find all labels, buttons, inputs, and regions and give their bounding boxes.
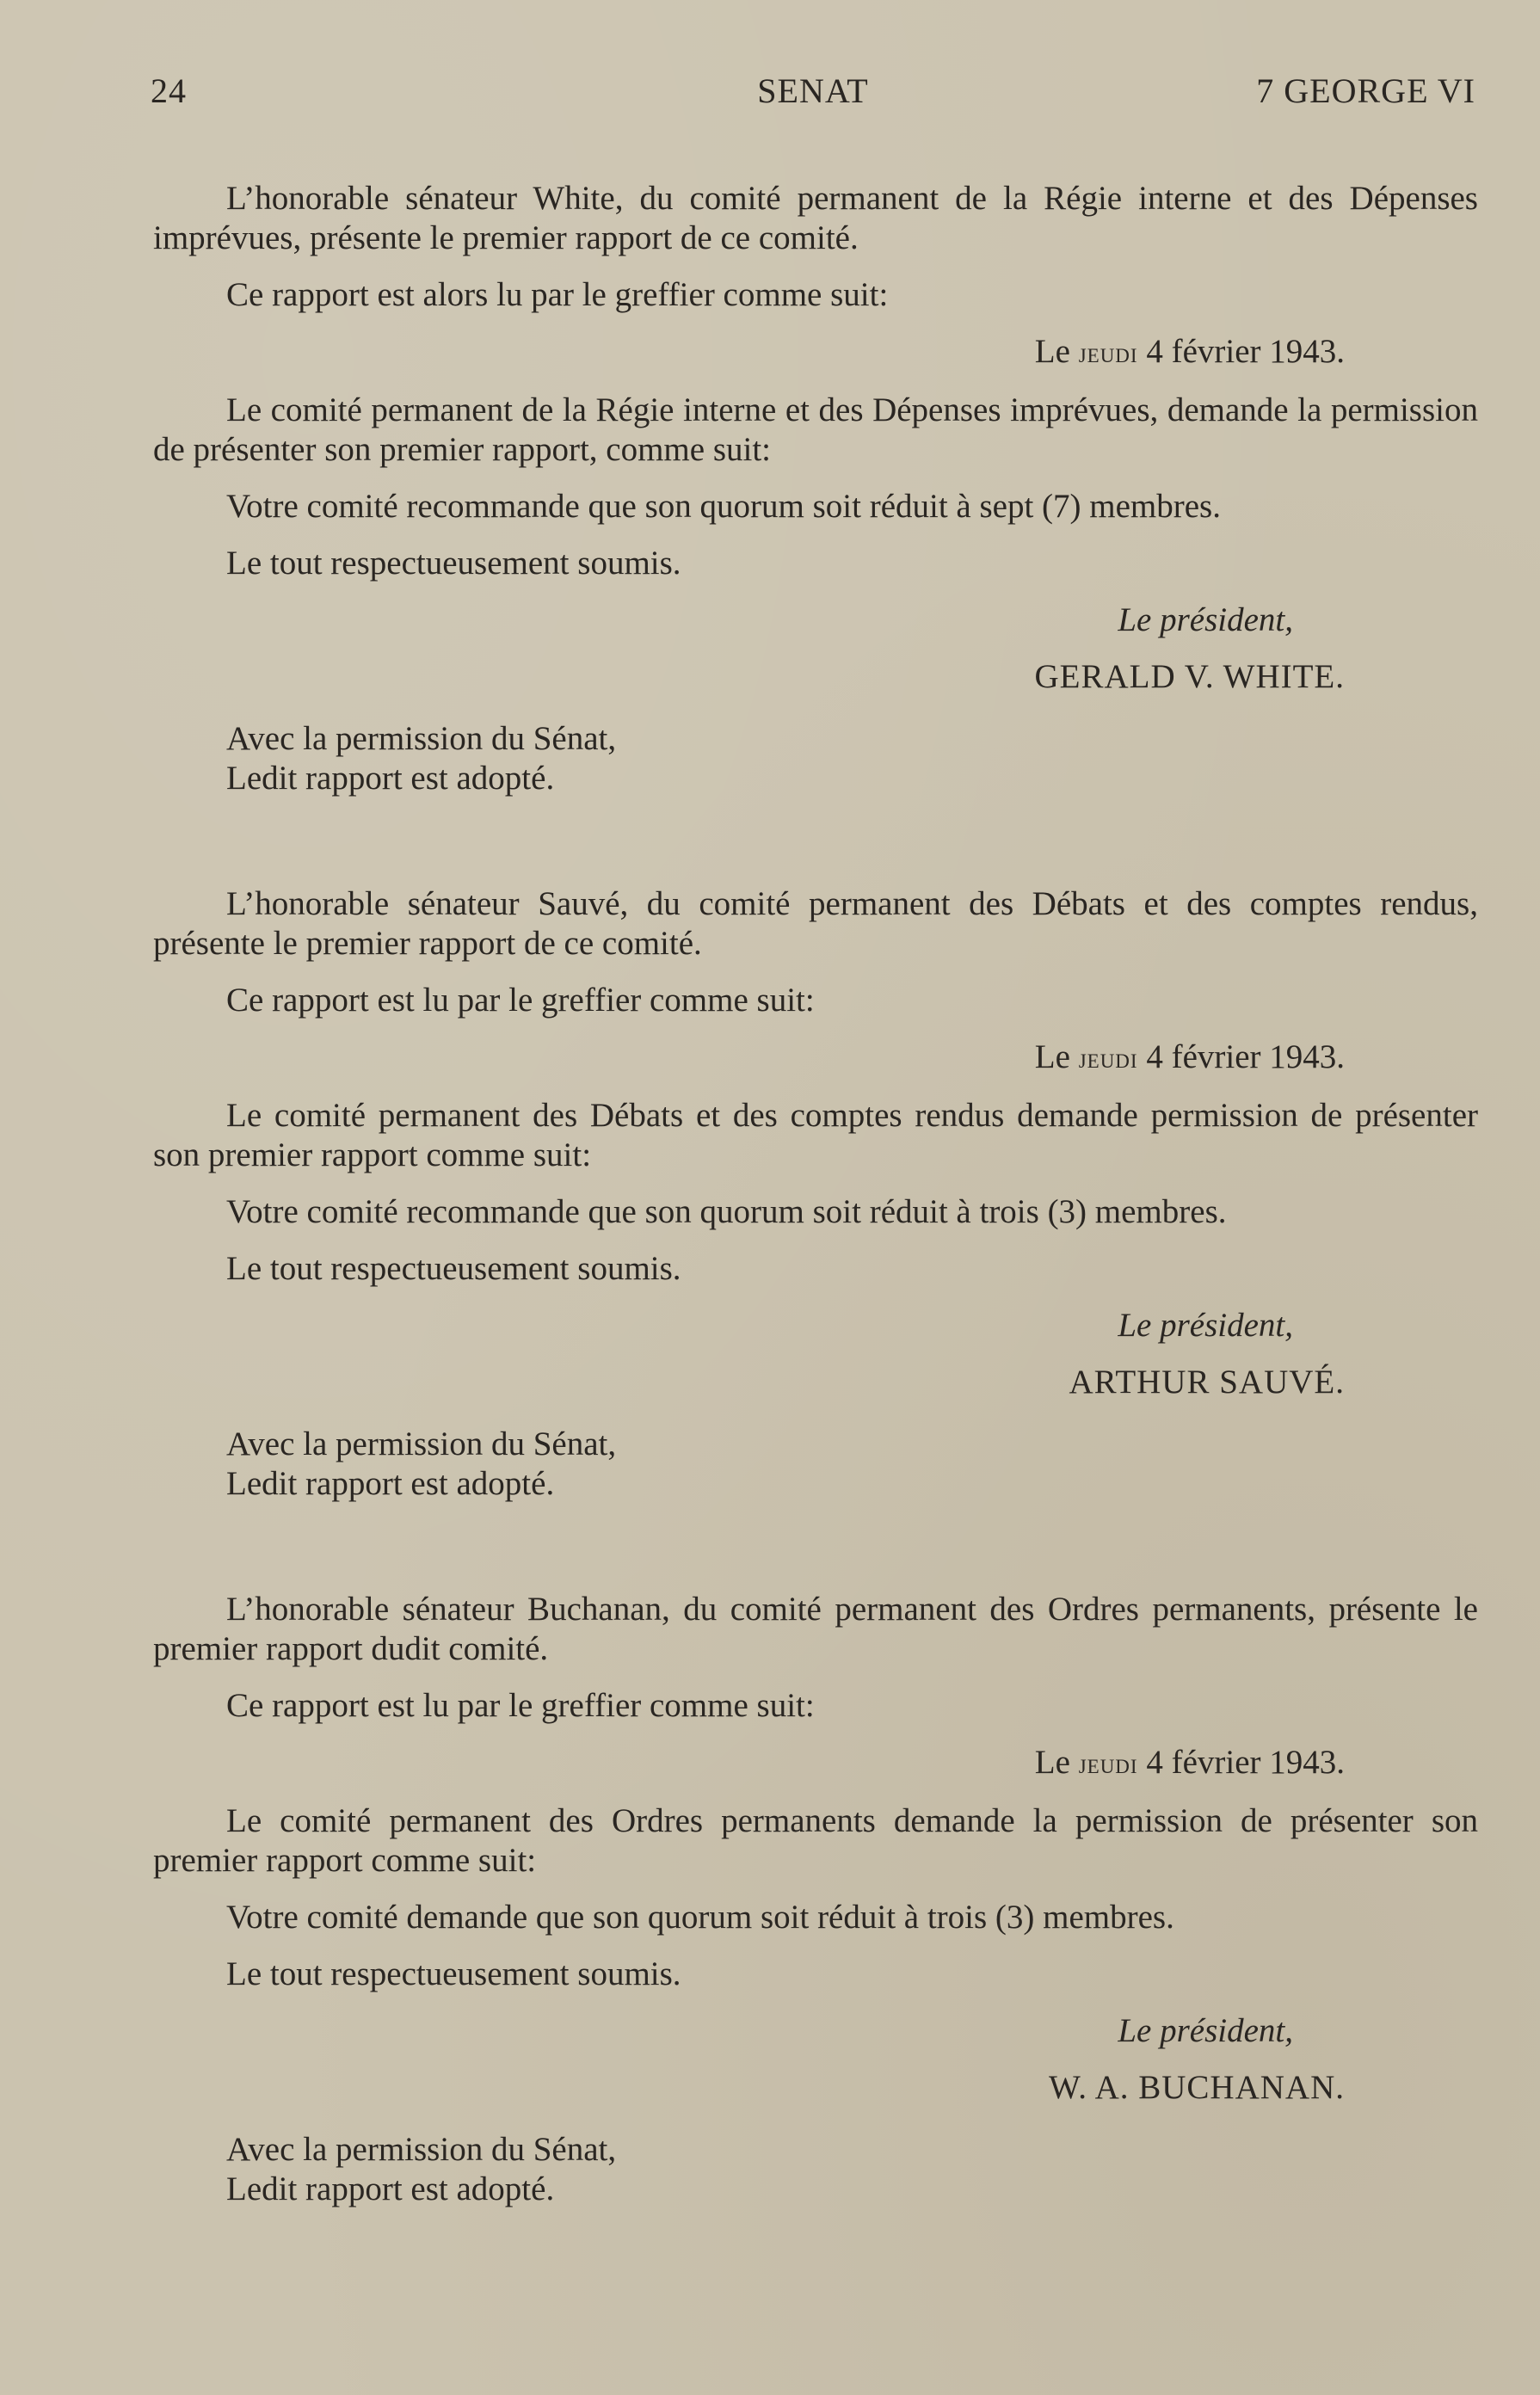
adopted-line: Ledit rapport est adopté. <box>226 760 555 797</box>
adopted-line: Ledit rapport est adopté. <box>226 2170 555 2207</box>
report-section-white <box>153 179 1478 798</box>
adopted-line: Ledit rapport est adopté. <box>226 1465 555 1502</box>
date-rest: 4 février 1943. <box>1146 1038 1345 1075</box>
permission-line: Avec la permission du Sénat, <box>226 1425 617 1462</box>
report-date <box>153 1743 1478 1784</box>
request-paragraph: Le comité permanent des Ordres permanents demande la permission de présenter son premier rapport comme suit: <box>153 1802 1478 1879</box>
date-prefix: Le <box>1034 333 1070 370</box>
date-prefix: Le <box>1034 1744 1070 1781</box>
date-rest: 4 février 1943. <box>1146 333 1345 370</box>
intro-paragraph: L’honorable sénateur White, du comité permanent de la Régie interne et des Dépenses imprévues, présente le premier rapport de ce comité. <box>153 180 1478 256</box>
request-paragraph: Le comité permanent de la Régie interne et des Dépenses imprévues, demande la permission de présenter son premier rapport, comme suit: <box>153 391 1478 468</box>
date-day: jeudi <box>1078 1044 1138 1074</box>
permission-line: Avec la permission du Sénat, <box>226 720 617 757</box>
president-role: Le président, <box>1118 2012 1293 2049</box>
recommendation-line: Votre comité recommande que son quorum soit réduit à sept (7) membres. <box>226 488 1221 525</box>
report-section-sauve <box>153 884 1478 1504</box>
signer-name: ARTHUR SAUVÉ. <box>1069 1364 1345 1401</box>
signer-name: W. A. BUCHANAN. <box>1048 2069 1345 2106</box>
date-day: jeudi <box>1078 1749 1138 1780</box>
report-date <box>153 332 1478 373</box>
page-number: 24 <box>151 71 187 110</box>
header-title: SENAT <box>757 71 869 110</box>
intro-paragraph: L’honorable sénateur Buchanan, du comité permanent des Ordres permanents, présente le premier rapport dudit comité. <box>153 1591 1478 1667</box>
recommendation-line: Votre comité demande que son quorum soit réduit à trois (3) membres. <box>226 1899 1174 1936</box>
president-role: Le président, <box>1118 601 1293 638</box>
report-date <box>153 1037 1478 1079</box>
recommendation-line: Votre comité recommande que son quorum soit réduit à trois (3) membres. <box>226 1193 1227 1230</box>
header-reign: 7 GEORGE VI <box>1256 71 1475 110</box>
read-line: Ce rapport est lu par le greffier comme suit: <box>226 982 815 1019</box>
read-line: Ce rapport est alors lu par le greffier comme suit: <box>226 276 889 313</box>
closing-line: Le tout respectueusement soumis. <box>226 545 681 582</box>
request-paragraph: Le comité permanent des Débats et des comptes rendus demande permission de présenter son premier rapport comme suit: <box>153 1097 1478 1173</box>
date-day: jeudi <box>1078 338 1138 369</box>
document-body <box>153 179 1478 2295</box>
read-line: Ce rapport est lu par le greffier comme suit: <box>226 1687 815 1724</box>
date-prefix: Le <box>1034 1038 1070 1075</box>
closing-line: Le tout respectueusement soumis. <box>226 1955 681 1992</box>
permission-line: Avec la permission du Sénat, <box>226 2131 617 2168</box>
closing-line: Le tout respectueusement soumis. <box>226 1250 681 1287</box>
signer-name: GERALD V. WHITE. <box>1034 658 1345 695</box>
president-role: Le président, <box>1118 1307 1293 1344</box>
date-rest: 4 février 1943. <box>1146 1744 1345 1781</box>
report-section-buchanan <box>153 1590 1478 2209</box>
intro-paragraph: L’honorable sénateur Sauvé, du comité permanent des Débats et des comptes rendus, présente le premier rapport de ce comité. <box>153 885 1478 962</box>
page-header <box>151 71 1475 122</box>
